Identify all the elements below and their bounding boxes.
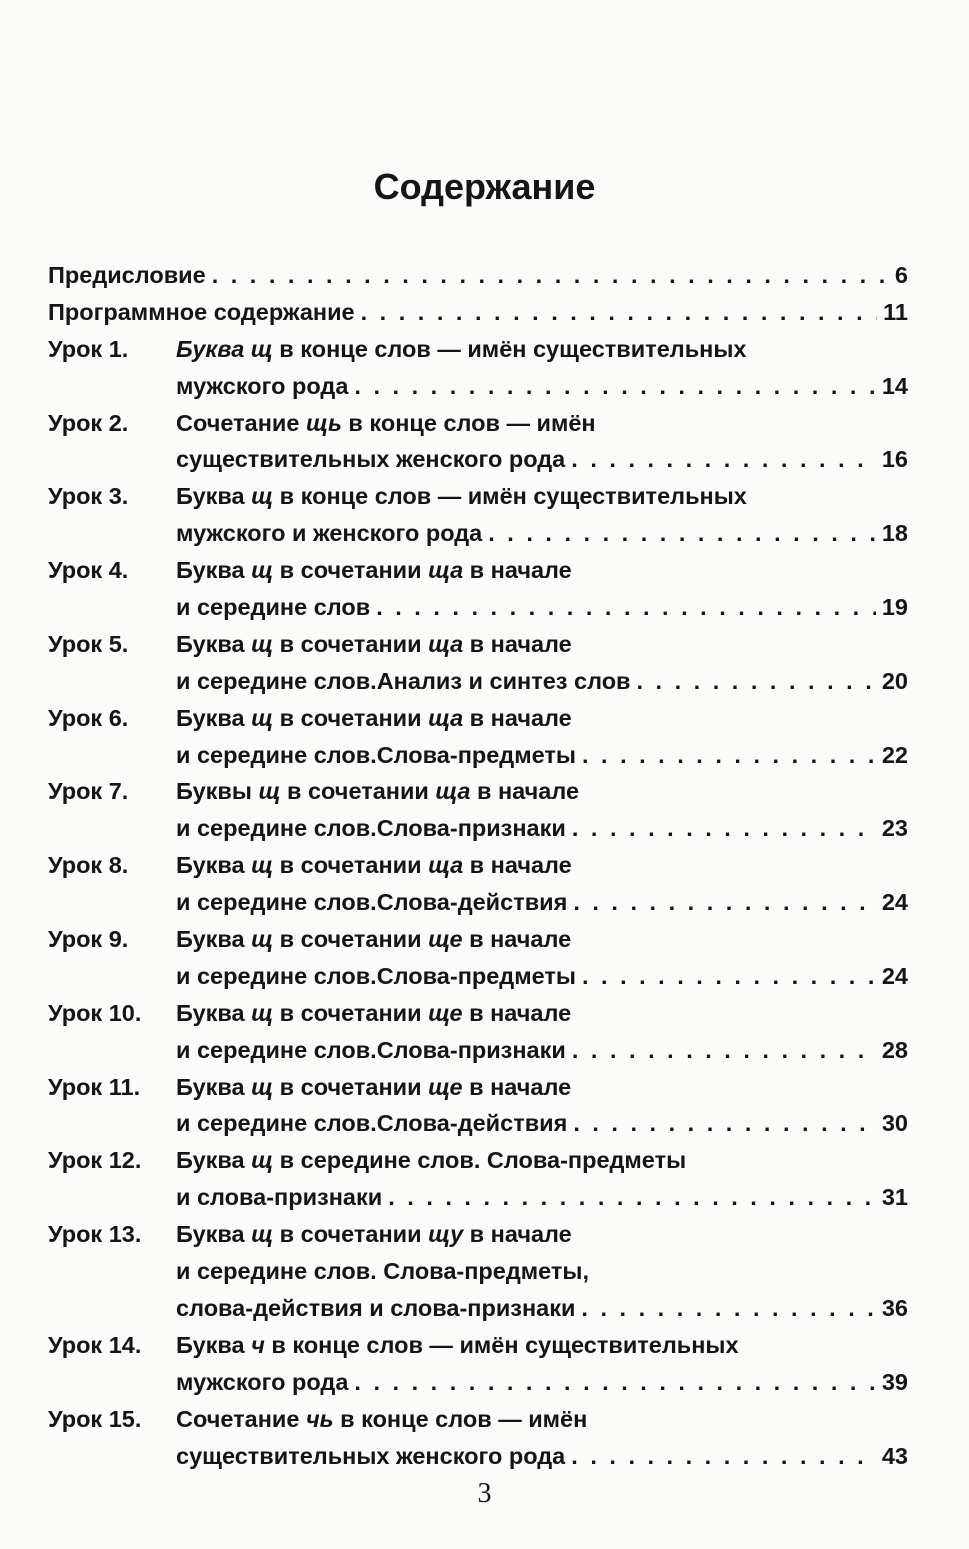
text-fragment: в сочетании [273,630,429,657]
text-fragment: в сочетании [273,926,429,953]
dot-leader [582,963,876,990]
entry-page-number: 23 [881,815,908,842]
entry-page-number: 18 [881,520,908,547]
entry-page-number: 14 [881,372,908,399]
text-fragment: существительных женского рода [176,446,566,473]
lesson-label: Урок 11. [48,1073,141,1100]
entry-title-text [176,1295,575,1322]
text-fragment: и середине слов.Слова-действия [176,889,568,916]
toc-entry[interactable] [48,299,908,336]
entry-page-number: 22 [881,741,908,768]
toc-line [48,778,908,815]
toc-line [48,483,908,520]
italic-letters: ще [428,999,463,1026]
table-of-contents [48,262,908,1479]
text-fragment: Буква [176,926,252,953]
italic-letters: ща [435,778,471,805]
entry-title-text [176,926,571,953]
toc-line [48,262,908,299]
text-fragment: Программное содержание [48,298,355,325]
entry-page-number: 11 [883,298,908,325]
text-fragment: в начале [462,1073,572,1100]
dot-leader [361,299,878,326]
italic-letters: щ [251,557,274,584]
text-fragment: Буква [176,1147,252,1174]
dot-leader [354,373,875,400]
entry-page-number: 28 [881,1036,908,1063]
toc-line [48,631,908,668]
text-fragment: в сочетании [273,999,429,1026]
toc-entry[interactable] [48,262,908,299]
text-fragment: Предисловие [48,262,206,288]
entry-page-number: 6 [894,262,908,288]
text-fragment: в сочетании [273,1221,429,1248]
dot-leader [571,446,876,473]
italic-letters: щ [251,1073,274,1100]
italic-letters: щу [428,1221,464,1248]
entry-page-number: 20 [881,667,908,694]
dot-leader [637,668,876,695]
entry-page-number: 31 [881,1184,908,1211]
entry-page-number: 39 [881,1368,908,1395]
entry-title-text [176,1332,739,1359]
lesson-label: Урок 10. [48,999,142,1026]
entry-title-text [176,557,572,584]
entry-title-text [176,1110,567,1137]
text-fragment: и середине слов.Слова-предметы [176,962,576,989]
entry-page-number: 16 [881,446,908,473]
italic-letters: щ [251,630,274,657]
toc-entry[interactable] [48,631,908,705]
toc-entry[interactable] [48,557,908,631]
entry-page-number: 43 [881,1442,908,1469]
dot-leader [376,594,876,621]
text-fragment: и середине слов.Слова-предметы [176,741,576,768]
text-fragment: в начале [463,704,572,731]
text-fragment: в начале [463,557,572,584]
toc-line [48,1037,908,1074]
toc-entry[interactable] [48,1074,908,1148]
text-fragment: Сочетание [176,1405,306,1432]
text-fragment: мужского рода [176,1368,349,1395]
dot-leader [582,742,876,769]
toc-line [48,815,908,852]
lesson-label: Урок 2. [48,409,129,436]
italic-letters: щь [305,409,342,436]
toc-line [48,1258,908,1295]
toc-line [48,446,908,483]
toc-line [48,889,908,926]
text-fragment: Буква [176,1073,252,1100]
lesson-label: Урок 9. [48,926,129,953]
text-fragment: в конце слов — имён существительных [264,1331,739,1358]
toc-entry[interactable] [48,852,908,926]
toc-line [48,1332,908,1369]
text-fragment: в конце слов — имён существительных [273,483,747,510]
text-fragment: и середине слов.Слова-действия [176,1110,568,1137]
entry-title-text [176,446,565,473]
text-fragment: и середине слов.Слова-признаки [176,815,566,842]
entry-page-number: 30 [881,1110,908,1137]
toc-line [48,594,908,631]
entry-title-text [176,594,370,621]
dot-leader [581,1295,875,1322]
italic-letters: щ [251,999,274,1026]
toc-entry[interactable] [48,778,908,852]
entry-page-number: 36 [881,1294,908,1321]
toc-line [48,520,908,557]
entry-title-text [176,1406,587,1433]
toc-line [48,1406,908,1443]
text-fragment: Буква [176,483,252,510]
dot-leader [573,1110,876,1137]
toc-line [48,1147,908,1184]
text-fragment: существительных женского рода [176,1442,566,1469]
toc-line [48,1221,908,1258]
entry-title-text [176,1443,565,1470]
entry-title-text [176,1221,572,1248]
toc-line [48,1000,908,1037]
lesson-label: Урок 15. [48,1405,142,1432]
entry-title-text [176,778,579,805]
toc-line [48,926,908,963]
text-fragment: в конце слов — имён [341,409,596,436]
text-fragment: и середине слов [176,594,371,621]
toc-line [48,373,908,410]
toc-line [48,1295,908,1332]
entry-title-text [176,852,572,879]
toc-line [48,1184,908,1221]
text-fragment: Буква [176,999,252,1026]
lesson-label: Урок 6. [48,704,129,731]
text-fragment: и середине слов.Анализ и синтез слов [176,667,631,694]
text-fragment: Буква [176,557,252,584]
dot-leader [388,1184,876,1211]
italic-letters: щ [258,778,281,805]
toc-line [48,705,908,742]
lesson-label: Урок 13. [48,1221,142,1248]
dot-leader [573,889,876,916]
text-fragment: в начале [470,778,580,805]
italic-letters: Буква щ [176,335,273,362]
entry-title-text [176,668,631,695]
text-fragment: в начале [462,999,572,1026]
text-fragment: в начале [463,630,572,657]
text-fragment: в конце слов — имён [333,1405,588,1432]
toc-entry[interactable] [48,1406,908,1480]
entry-title-text [176,336,746,363]
lesson-label: Урок 7. [48,778,129,805]
toc-line [48,1443,908,1480]
italic-letters: ч [251,1331,265,1358]
italic-letters: ще [428,926,463,953]
italic-letters: ща [428,704,464,731]
entry-title-text [176,1258,589,1285]
entry-title-text [48,299,355,326]
toc-line [48,410,908,447]
toc-entry[interactable] [48,1147,908,1221]
entry-title-text [48,262,206,289]
dot-leader [572,815,876,842]
toc-line [48,668,908,705]
text-fragment: Сочетание [176,409,306,436]
page-title: Содержание [373,166,596,207]
text-fragment: в начале [463,1221,572,1248]
lesson-label: Урок 14. [48,1331,142,1358]
text-fragment: Буквы [176,778,259,805]
text-fragment: мужского рода [176,372,349,399]
entry-page-number: 24 [881,889,908,916]
toc-line [48,336,908,373]
lesson-label: Урок 5. [48,630,129,657]
italic-letters: чь [305,1405,334,1432]
toc-entry[interactable] [48,705,908,779]
dot-leader [212,262,889,289]
text-fragment: Буква [176,852,252,879]
page-number: 3 [477,1478,492,1509]
text-fragment: и слова-признаки [176,1184,383,1211]
entry-title-text [176,742,576,769]
entry-title-text [176,963,576,990]
entry-page-number: 19 [881,594,908,621]
toc-line [48,742,908,779]
entry-title-text [176,889,567,916]
toc-line [48,1074,908,1111]
entry-page-number: 24 [881,962,908,989]
toc-entry[interactable] [48,336,908,410]
italic-letters: ще [428,1073,463,1100]
dot-leader [488,520,876,547]
dot-leader [571,1443,876,1470]
entry-title-text [176,1369,348,1396]
italic-letters: щ [251,926,274,953]
text-fragment: в сочетании [273,852,429,879]
lesson-label: Урок 1. [48,335,129,362]
entry-title-text [176,1000,571,1027]
toc-line [48,852,908,889]
dot-leader [354,1369,875,1396]
toc-entry[interactable] [48,1332,908,1406]
lesson-label: Урок 8. [48,852,129,879]
text-fragment: Буква [176,630,252,657]
toc-line [48,1110,908,1147]
toc-line [48,1369,908,1406]
text-fragment: Буква [176,1331,252,1358]
toc-line [48,557,908,594]
text-fragment: в начале [462,926,572,953]
entry-title-text [176,410,596,437]
italic-letters: щ [251,1147,274,1174]
toc-line [48,299,908,336]
text-fragment: в сочетании [273,704,429,731]
entry-title-text [176,1037,566,1064]
italic-letters: щ [251,704,274,731]
text-fragment: в сочетании [280,778,436,805]
toc-entry[interactable] [48,410,908,484]
toc-entry[interactable] [48,1221,908,1332]
italic-letters: щ [251,483,274,510]
text-fragment: в сочетании [273,557,429,584]
entry-title-text [176,483,747,510]
text-fragment: в конце слов — имён существительных [272,335,747,362]
entry-title-text [176,815,566,842]
text-fragment: в середине слов. Слова-предметы [273,1147,687,1174]
text-fragment: в начале [463,852,572,879]
italic-letters: ща [428,852,464,879]
entry-title-text [176,1074,571,1101]
text-fragment: и середине слов. Слова-предметы, [176,1258,590,1285]
lesson-label: Урок 3. [48,483,129,510]
toc-line [48,963,908,1000]
text-fragment: мужского и женского рода [176,520,483,547]
toc-entry[interactable] [48,483,908,557]
entry-title-text [176,520,482,547]
italic-letters: ща [428,557,464,584]
text-fragment: в сочетании [273,1073,429,1100]
entry-title-text [176,1147,686,1174]
italic-letters: щ [251,852,274,879]
text-fragment: Буква [176,1221,252,1248]
entry-title-text [176,373,348,400]
toc-entry[interactable] [48,1000,908,1074]
text-fragment: Буква [176,704,252,731]
text-fragment: слова-действия и слова-признаки [176,1294,576,1321]
dot-leader [572,1037,876,1064]
italic-letters: щ [251,1221,274,1248]
lesson-label: Урок 12. [48,1147,142,1174]
entry-title-text [176,631,572,658]
text-fragment: и середине слов.Слова-признаки [176,1036,566,1063]
toc-entry[interactable] [48,926,908,1000]
entry-title-text [176,1184,382,1211]
italic-letters: ща [428,630,464,657]
entry-title-text [176,705,572,732]
lesson-label: Урок 4. [48,557,129,584]
